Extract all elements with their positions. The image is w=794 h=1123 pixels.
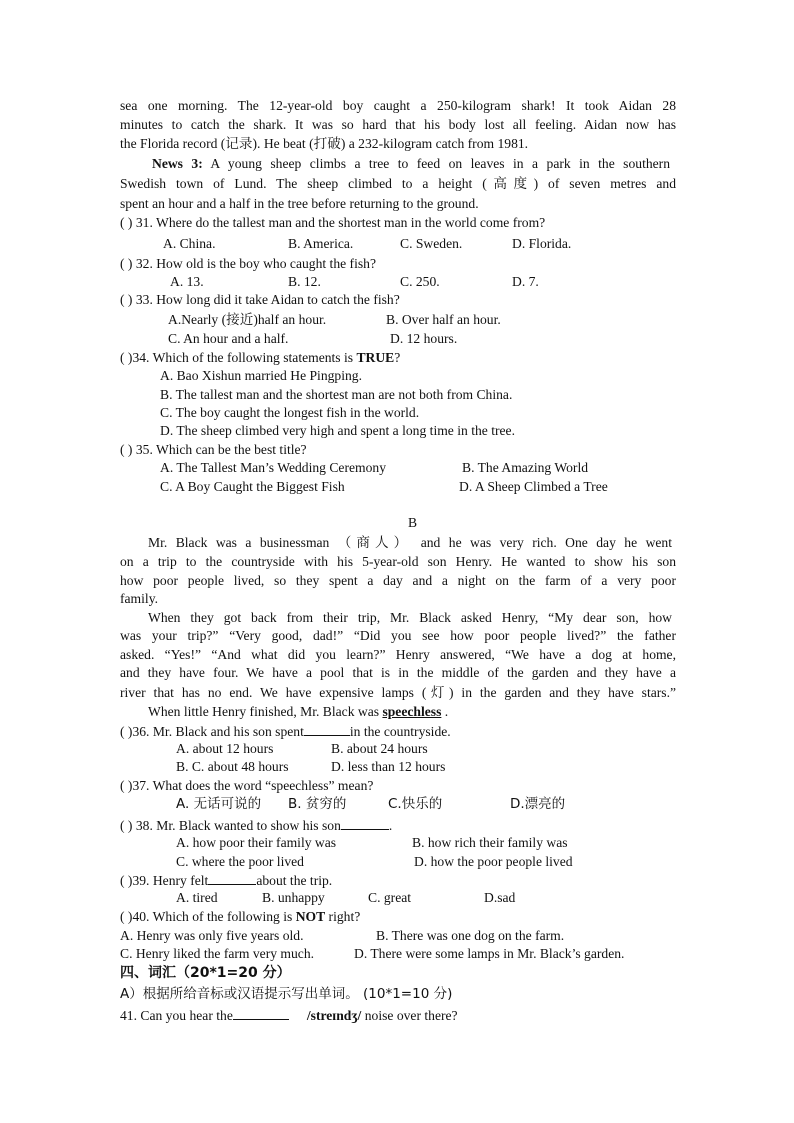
question-41 [120,1006,676,1025]
q35-option-a: A. The Tallest Man’s Wedding Ceremony [160,460,386,475]
phonetic-hint: /streɪndʒ/ [306,1008,362,1023]
answer-blank [341,816,389,830]
q34-option-c: C. The boy caught the longest fish in the world. [160,405,420,420]
question-31: ( ) 31. Where do the tallest man and the shortest man in the world come from? [120,215,546,230]
section-heading: 四、词汇（20*1=20 分） [120,965,291,981]
q32-option-c: C. 250. [400,274,440,289]
passage-a-line: sea one morning. The 12-year-old boy caught a 250-kilogram shark! It took Aidan 28 [120,98,676,113]
q33-option-d: D. 12 hours. [390,331,458,346]
q33-option-a: A.Nearly (接近)half an hour. [168,312,327,327]
q37-option-d: D.漂亮的 [510,796,566,812]
q36-option-b: B. about 24 hours [331,741,428,756]
q40-option-b: B. There was one dog on the farm. [376,928,565,943]
question-36 [120,722,676,741]
q39-option-a: A. tired [176,890,218,905]
q40-stem-end: right? [325,909,361,924]
q31-option-b: B. America. [288,236,354,251]
passage-b-line: how poor people lived, so they spent a day and a night on the farm of a very poor [120,573,676,588]
q40-option-d: D. There were some lamps in Mr. Black’s garden. [354,946,625,961]
q41-stem: 41. Can you hear the [120,1008,233,1023]
answer-blank [233,1006,289,1020]
passage-b-line: family. [120,591,158,606]
q39-option-c: C. great [368,890,412,905]
q38-option-a: A. how poor their family was [176,835,337,850]
q40-stem: ( )40. Which of the following is [120,909,296,924]
q36-option-a: A. about 12 hours [176,741,274,756]
q38-option-b: B. how rich their family was [412,835,568,850]
news3-line: spent an hour and a half in the tree before returning to the ground. [120,196,479,211]
q38-option-c: C. where the poor lived [176,854,304,869]
q36-stem-end: in the countryside. [349,724,451,739]
question-33: ( ) 33. How long did it take Aidan to catch the fish? [120,292,400,307]
q39-stem: ( )39. Henry felt [120,873,209,888]
q31-option-a: A. China. [163,236,216,251]
news3-text: A young sheep climbs a tree to feed on leaves in a park in the southern [202,156,670,171]
q32-option-a: A. 13. [170,274,204,289]
q37-option-a: A. 无话可说的 [176,796,262,812]
q38-stem-end: . [388,818,393,833]
q41-stem-end: noise over there? [361,1008,458,1023]
q34-option-d: D. The sheep climbed very high and spent a long time in the tree. [160,423,515,438]
passage-b-line: and they have four. We have a pool that is in the middle of the garden and they have a [120,665,676,680]
question-37: ( )37. What does the word “speechless” mean? [120,778,374,793]
question-32: ( ) 32. How old is the boy who caught the fish? [120,256,376,271]
question-35: ( ) 35. Which can be the best title? [120,442,307,457]
news3-line: Swedish town of Lund. The sheep climbed to a height (高度) of seven metres and [120,176,676,191]
q39-option-d: D.sad [484,890,516,905]
question-39 [120,871,676,890]
q34-emphasis: TRUE [356,350,395,365]
q37-option-b: B. 贫穷的 [288,796,347,812]
q40-option-c: C. Henry liked the farm very much. [120,946,315,961]
q34-option-a: A. Bao Xishun married He Pingping. [160,368,362,383]
speechless-word: speechless [382,704,442,719]
passage-a-line: the Florida record (记录). He beat (打破) a 232-kilogram catch from 1981. [120,136,529,151]
question-40 [120,908,676,926]
q40-emphasis: NOT [295,909,326,924]
q31-option-d: D. Florida. [512,236,572,251]
passage-a-line: minutes to catch the shark. It was so hard that his body lost all feeling. Aidan now has [120,117,676,132]
q32-option-b: B. 12. [288,274,321,289]
answer-blank [304,722,350,736]
passage-b-line: on a trip to the countryside with his 5-year-old son Henry. He wanted to show his son [120,554,676,569]
news3-label: News 3: [152,156,203,171]
q39-stem-end: about the trip. [256,873,333,888]
p3-text: When little Henry finished, Mr. Black was [148,704,383,719]
p3-end: . [441,704,449,719]
q40-option-a: A. Henry was only five years old. [120,928,304,943]
passage-b-line: Mr. Black was a businessman （商人） and he was very rich. One day he went [148,535,672,550]
q33-option-b: B. Over half an hour. [386,312,501,327]
passage-b-line [148,703,704,721]
question-34 [120,349,676,367]
question-38 [120,816,676,835]
answer-blank [208,871,256,885]
q34-stem: ( )34. Which of the following statements is [120,350,357,365]
q39-option-b: B. unhappy [262,890,325,905]
passage-b-line: was your trip?” “Very good, dad!” “Did you see how poor people lived?” the father [120,628,676,643]
q36-option-d: D. less than 12 hours [331,759,446,774]
q35-option-d: D. A Sheep Climbed a Tree [459,479,608,494]
passage-b-title: B [408,515,418,530]
section-instruction: A）根据所给音标或汉语提示写出单词。 (10*1=10 分) [120,986,453,1002]
q32-option-d: D. 7. [512,274,539,289]
q35-option-b: B. The Amazing World [462,460,589,475]
q35-option-c: C. A Boy Caught the Biggest Fish [160,479,345,494]
passage-b-line: river that has no end. We have expensive lamps (灯) in the garden and they have stars.” [120,685,676,700]
q38-option-d: D. how the poor people lived [414,854,573,869]
q36-stem: ( )36. Mr. Black and his son spent [120,724,304,739]
q36-option-c: B. C. about 48 hours [176,759,289,774]
q34-option-b: B. The tallest man and the shortest man are not both from China. [160,387,513,402]
passage-b-line: When they got back from their trip, Mr. Black asked Henry, “My dear son, how [148,610,672,625]
q37-option-c: C.快乐的 [388,796,443,812]
passage-b-line: asked. “Yes!” “And what did you learn?” Henry answered, “We have a dog at home, [120,647,676,662]
news3-line [152,155,670,173]
q38-stem: ( ) 38. Mr. Black wanted to show his son [120,818,341,833]
q34-stem-end: ? [394,350,401,365]
q31-option-c: C. Sweden. [400,236,463,251]
q33-option-c: C. An hour and a half. [168,331,289,346]
